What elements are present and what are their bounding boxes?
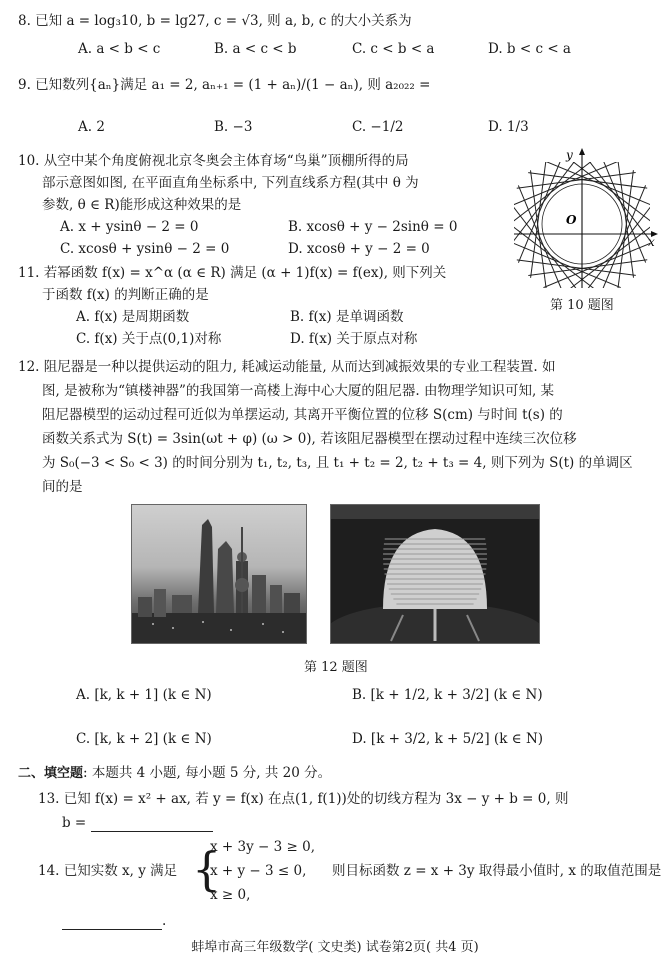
q14-constraint-2: x + y − 3 ≤ 0, — [210, 863, 307, 879]
tangent-line — [528, 260, 647, 276]
q10-option-b: B. xcosθ + y − 2sinθ = 0 — [288, 219, 458, 235]
tangent-line — [518, 185, 564, 294]
section-2-heading — [18, 764, 331, 783]
q10-option-c: C. xcosθ + ysinθ − 2 = 0 — [60, 241, 230, 257]
q14-brace-icon: { — [192, 842, 222, 896]
q14-constraint-1: x + 3y − 3 ≥ 0, — [210, 839, 315, 855]
q9-option-d: D. 1/3 — [488, 119, 529, 135]
q8-option-b: B. a < c < b — [214, 41, 297, 57]
page-footer: 蚌埠市高三年级数学( 文史类) 试卷第2页( 共4 页) — [191, 940, 479, 955]
tangent-line — [508, 222, 603, 294]
section-2-title: 二、填空题 — [18, 766, 84, 781]
shanghai-skyline-photo — [131, 504, 307, 644]
q12-line-1: 12. 阻尼器是一种以提供运动的阻力, 耗减运动能量, 从而达到减振效果的专业工程装置. 如 — [18, 359, 556, 375]
q10-option-a: A. x + ysinθ − 2 = 0 — [60, 219, 199, 235]
q13-line-1: 13. 已知 f(x) = x² + ax, 若 y = f(x) 在点(1, f(1))处的切线方程为 3x − y + b = 0, 则 — [38, 791, 569, 807]
q14-constraint-3: x ≥ 0, — [210, 887, 251, 903]
q9-option-b: B. −3 — [214, 119, 253, 135]
q14-suffix: 则目标函数 z = x + 3y 取得最小值时, x 的取值范围是 — [332, 863, 662, 879]
q10-line-3: 参数, θ ∈ R)能形成这种效果的是 — [42, 197, 242, 213]
tangent-line — [530, 170, 546, 289]
q12-option-d: D. [k + 3/2, k + 5/2] (k ∈ N) — [352, 731, 544, 747]
q12-option-c: C. [k, k + 2] (k ∈ N) — [76, 731, 212, 747]
q8-stem: 8. 已知 a = log₃10, b = lg27, c = √3, 则 a, b, c 的大小关系为 — [18, 13, 412, 29]
tangent-line — [600, 152, 646, 263]
tangent-line — [517, 260, 636, 276]
tangent-line — [511, 150, 584, 245]
tangent-line — [518, 152, 564, 263]
damper-photo — [330, 504, 540, 644]
q14-answer-line — [62, 912, 166, 930]
q11-option-d: D. f(x) 关于原点对称 — [290, 331, 418, 347]
tangent-line — [531, 159, 547, 278]
q12-line-4: 函数关系式为 S(t) = 3sin(ωt + φ) (ω > 0), 若该阻尼器模型在摆动过程中连续三次位移 — [42, 431, 577, 447]
q12-option-b: B. [k + 1/2, k + 3/2] (k ∈ N) — [352, 687, 543, 703]
q13-answer-blank — [91, 817, 213, 832]
q9-stem: 9. 已知数列{aₙ}满足 a₁ = 2, aₙ₊₁ = (1 + aₙ)/(1 − aₙ), 则 a₂₀₂₂ = — [18, 77, 431, 93]
q10-line-2: 部示意图如图, 在平面直角坐标系中, 下列直线系方程(其中 θ 为 — [42, 175, 419, 191]
tangent-line — [517, 172, 636, 188]
q14-answer-blank — [62, 915, 162, 930]
q9-option-a: A. 2 — [78, 119, 105, 135]
q8-option-c: C. c < b < a — [352, 41, 435, 57]
q8-option-d: D. b < c < a — [488, 41, 571, 57]
q10-origin: O — [566, 213, 577, 227]
q12-line-5: 为 S₀(−3 < S₀ < 3) 的时间分别为 t₁, t₂, t₃, 且 t₁ + t₂ = 2, t₂ + t₃ = 4, 则下列为 S(t) 的单调区 — [42, 455, 633, 471]
tangent-line — [510, 242, 621, 288]
tangent-line — [510, 160, 621, 206]
q10-option-d: D. xcosθ + y − 2 = 0 — [288, 241, 430, 257]
q14-end: . — [162, 913, 167, 929]
q10-figure-caption: 第 10 题图 — [550, 298, 614, 313]
q11-option-a: A. f(x) 是周期函数 — [76, 309, 190, 325]
q8-option-a: A. a < b < c — [78, 41, 161, 57]
q10-axis-y: y — [566, 148, 573, 162]
tangent-line — [543, 160, 654, 206]
section-2-desc: : 本题共 4 小题, 每小题 5 分, 共 20 分。 — [83, 765, 332, 781]
tangent-line — [508, 153, 603, 226]
q13-b-label: b = — [62, 815, 87, 831]
tangent-line — [618, 170, 634, 289]
q11-option-c: C. f(x) 关于点(0,1)对称 — [76, 331, 222, 347]
q12-figure-caption: 第 12 题图 — [304, 660, 368, 675]
q10-figure — [508, 146, 660, 294]
q12-line-6: 间的是 — [42, 479, 83, 495]
tangent-line — [528, 173, 647, 189]
q13-line-2 — [62, 814, 213, 832]
tangent-line — [543, 242, 654, 288]
tangent-line — [618, 159, 634, 278]
q10-line-1: 10. 从空中某个角度俯视北京冬奥会主体育场“鸟巢”顶棚所得的局 — [18, 153, 409, 169]
tangent-line — [580, 203, 653, 294]
q12-line-2: 图, 是被称为“镇楼神器”的我国第一高楼上海中心大厦的阻尼器. 由物理学知识可知, 某 — [42, 383, 555, 399]
q11-option-b: B. f(x) 是单调函数 — [290, 309, 404, 325]
q14-prefix: 14. 已知实数 x, y 满足 — [38, 863, 178, 879]
q9-option-c: C. −1/2 — [352, 119, 404, 135]
q11-line-2: 于函数 f(x) 的判断正确的是 — [42, 287, 209, 303]
q12-line-3: 阻尼器模型的运动过程可近似为单摆运动, 其离开平衡位置的位移 S(cm) 与时间 t(s) 的 — [42, 407, 563, 423]
skyline-drawing — [132, 505, 306, 643]
tangent-line — [561, 222, 656, 294]
q12-option-a: A. [k, k + 1] (k ∈ N) — [76, 687, 212, 703]
damper-drawing — [331, 505, 539, 643]
tangent-line — [580, 150, 653, 245]
q11-line-1: 11. 若幂函数 f(x) = x^α (α ∈ R) 满足 (α + 1)f(x) = f(ex), 则下列关 — [18, 265, 447, 281]
tangent-line — [600, 185, 646, 294]
q10-axis-x: x — [648, 235, 655, 249]
